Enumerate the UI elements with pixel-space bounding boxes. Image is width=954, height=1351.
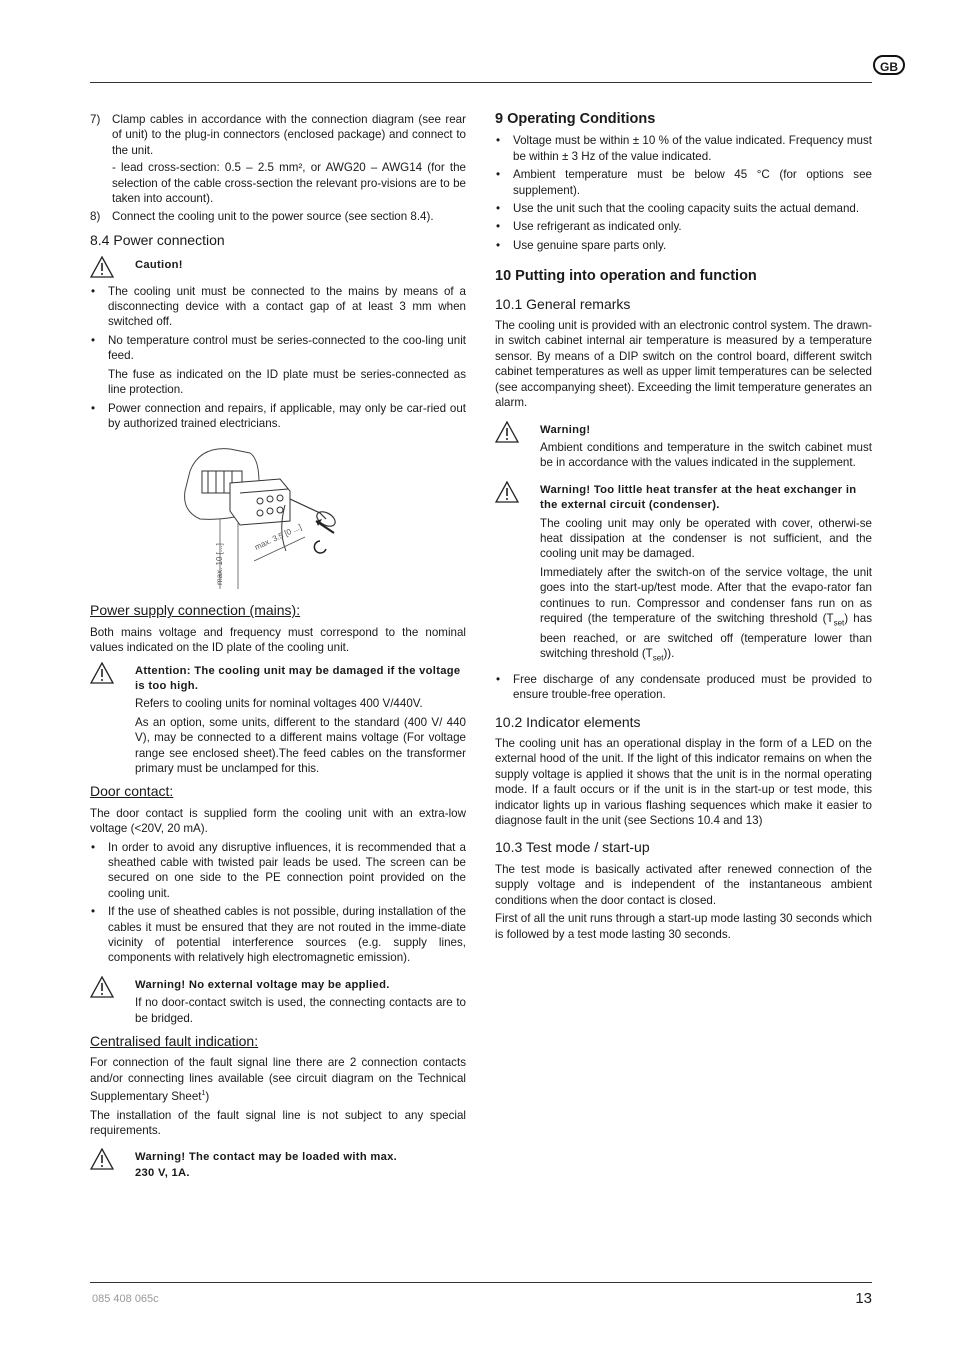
connector-illustration [90,441,466,589]
attention-text: As an option, some units, different to the standard (400 V/ 440 V), may be connected to a different mains voltage (For voltage range see enclosed sheet).The feed cables on the transformer primary must be unclamped for this. [135,715,466,775]
list-item: • The cooling unit must be connected to the mains by means of a disconnecting device with a contact gap of at least 3 mm when switched off. [90,284,466,330]
document-number: 085 408 065c [92,1293,159,1305]
list-item: • Power connection and repairs, if applicable, may only be car-ried out by authorized trained electricians. [90,401,466,432]
condensate-bullet [495,672,872,703]
warning-triangle-icon [90,976,114,998]
dimension-label: max. 10 [...] [215,543,224,586]
ambient-warning-title: Warning! [540,423,591,436]
heat-transfer-text: Immediately after the switch-on of the service voltage, the unit goes into the start-up/test mode. After that the evapo-rator fan continues to run. Compressor and condenser fans run on as required (the temperature of the switching threshold $(T_{set})$ has been reached, or are switched off (temperature lower than switching threshold $(T_{set})$). [540,565,872,663]
list-item: • Ambient temperature must be below 45 °C (for options see supplement). [495,167,872,198]
caution-title: Caution! [135,259,183,272]
list-item: • No temperature control must be series-connected to the coo-ling unit feed. [90,333,466,364]
attention-text: Refers to cooling units for nominal voltages 400 V/440V. [135,697,423,711]
section-heading-10-1: 10.1 General remarks [495,295,631,312]
warning-triangle-icon [90,256,114,278]
general-remarks-text: The cooling unit is provided with an electronic control system. The drawn-in switch cabinet internal air temperature is measured by a temperature sensor. By means of a DIP switch on the control board, different switch cabinet temperatures as well as upper limit temperatures can be selected (see accompanying sheet). Exceeding the limit temperature generates an alarm. [495,319,872,410]
heat-transfer-text: The cooling unit may only be operated with cover, otherwi-se heat dissipation at the condenser is not sufficient, and the cooling unit may be damaged. [540,516,872,561]
heat-transfer-warning [495,483,872,666]
list-item: • Voltage must be within ± 10 % of the value indicated. Frequency must be within ± 3 Hz of the value indicated. [495,133,872,164]
list-subitem: - lead cross-section: 0.5 – 2.5 mm², or AWG20 – AWG14 (for the selection of the cable cross-section the relevant pro-visions are to be taken into account). [112,161,466,206]
fault-text: For connection of the fault signal line there are 2 connection contacts and/or connecting lines available (see circuit diagram on the Technical Supplementary Sheet$^1$) [90,1056,466,1104]
door-bullets [90,840,466,966]
list-item: • Use genuine spare parts only. [495,238,872,253]
list-item: 7) Clamp cables in accordance with the connection diagram (see rear of unit) to the plug-in connectors (enclosed package) and connect to the unit. [90,113,466,157]
indicator-text: The cooling unit has an operational display in the form of a LED on the external hood of the unit. If the light of this indicator remains on when the supply voltage is applied it shows that the unit is in the normal operating mode. If a fault occurs or if the unit is in the start-up or test mode, this indicator lights up in various flashing sequences which make it easier to diagnose fault in the unit (see Sections 10.4 and 13) [495,737,872,828]
section-heading-8-4: 8.4 Power connection [90,231,225,248]
language-badge: GB [873,55,905,75]
list-item: • If the use of sheathed cables is not possible, during installation of the cables it must be ensured that they are not routed in the imme-diate vicinity of potential interference sources (e.g. supply lines, components with relatively high electromagnetic emission). [90,904,466,966]
section-heading-10-3: 10.3 Test mode / start-up [495,839,650,856]
operating-bullets [495,133,872,253]
page-number: 13 [855,1290,872,1307]
door-warning-title: Warning! No external voltage may be applied. [135,978,390,991]
warning-triangle-icon [90,1148,114,1170]
door-heading: Door contact: [90,783,174,800]
fault-warning-title: Warning! The contact may be loaded with max. 230 V, 1A. [135,1151,398,1179]
fault-heading: Centralised fault indication: [90,1033,259,1050]
power-bullets [90,284,466,364]
left-column [90,112,466,1187]
test-mode-text: First of all the unit runs through a start-up mode lasting 30 seconds which is followed by a test mode lasting 30 seconds. [495,912,872,941]
ambient-warning-text: Ambient conditions and temperature in the switch cabinet must be in accordance with the values indicated in the supplement. [540,440,872,470]
connector-figure [90,441,466,589]
warning-triangle-icon [495,421,519,443]
list-item: • Use the unit such that the cooling capacity suits the actual demand. [495,201,872,216]
heat-transfer-title: Warning! Too little heat transfer at the heat exchanger in the external circuit (condenser). [540,483,857,512]
test-mode-text: The test mode is basically activated after renewed connection of the supply voltage and is independent of the instantaneous ambient conditions when the door contact is closed. [495,862,872,907]
header-rule [90,82,872,83]
mains-text: Both mains voltage and frequency must correspond to the nominal values indicated on the ID plate of the cooling unit. [90,625,466,655]
warning-triangle-icon [495,481,519,503]
list-item: 8) Connect the cooling unit to the power source (see section 8.4). [90,210,434,224]
door-text: The door contact is supplied form the cooling unit with an extra-low voltage (<20V, 20 mA). [90,806,466,836]
attention-notice [90,664,466,777]
caution-notice [90,258,466,273]
right-column [495,112,872,945]
ambient-warning [495,423,872,471]
mains-heading: Power supply connection (mains): [90,602,301,619]
dimension-label: max. 3.5 [0 ...] [253,522,304,553]
section-heading-10-2: 10.2 Indicator elements [495,713,641,730]
door-warning [90,978,466,1026]
fault-warning [90,1150,466,1181]
attention-title: Attention: The cooling unit may be damaged if the voltage is too high. [135,664,461,692]
list-item: • In order to avoid any disruptive influences, it is recommended that a sheathed cable with twisted pair leads be used. The screen can be secured on one side to the PE connection point provided on the cooling unit. [90,840,466,902]
list-continuation: The fuse as indicated on the ID plate must be series-connected as line protection. [108,367,466,397]
power-bullets-2 [90,401,466,432]
door-warning-text: If no door-contact switch is used, the connecting contacts are to be bridged. [135,996,466,1025]
list-item: • Use refrigerant as indicated only. [495,219,872,234]
footer-rule [90,1282,872,1283]
list-item: • Free discharge of any condensate produced must be provided to ensure trouble-free operation. [495,672,872,703]
section-heading-10: 10 Putting into operation and function [495,268,757,285]
section-heading-9: 9 Operating Conditions [495,111,656,127]
fault-text: The installation of the fault signal line is not subject to any special requirements. [90,1108,466,1137]
warning-triangle-icon [90,662,114,684]
